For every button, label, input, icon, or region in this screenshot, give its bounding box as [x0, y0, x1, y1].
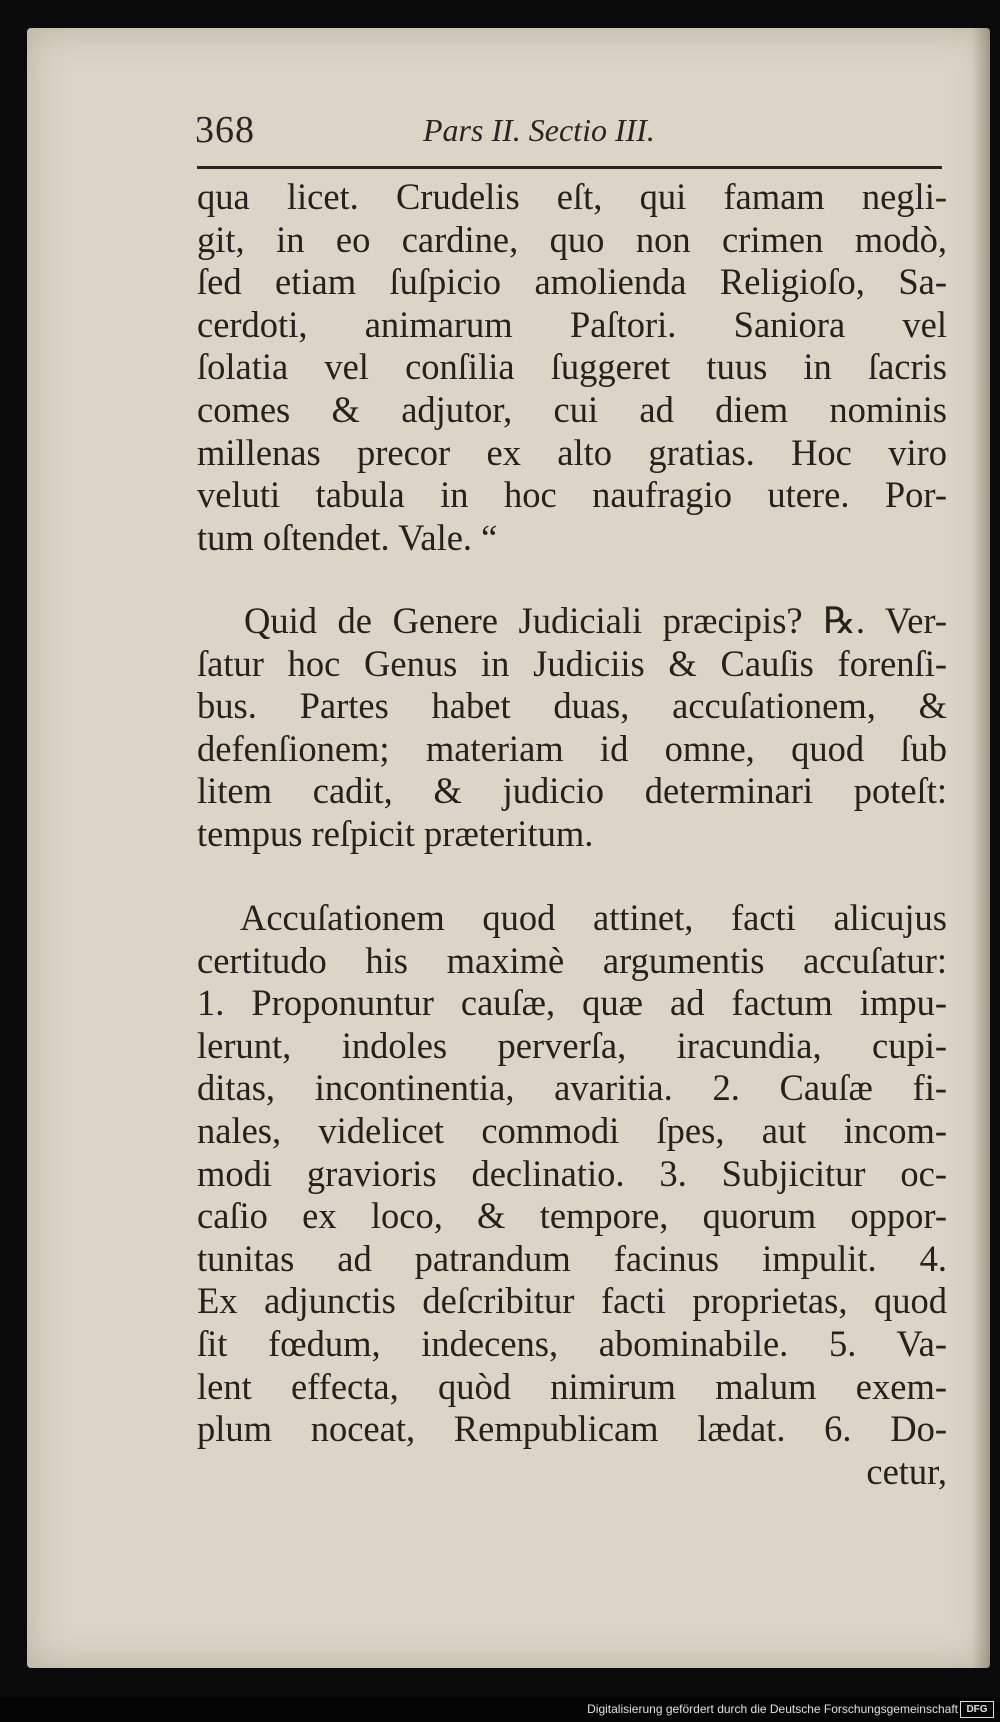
text-line: ſit fœdum, indecens, abominabile. 5. Va- [197, 1322, 947, 1364]
text-line: ſatur hoc Genus in Judiciis & Cauſis forenſi- [197, 642, 947, 684]
text-line: qua licet. Crudelis eſt, qui famam negli- [197, 176, 947, 217]
text-line: tum oſtendet. Vale. “ [197, 516, 498, 558]
text-line: 1. Proponuntur cauſæ, quæ ad factum impu- [197, 982, 947, 1024]
text-line: modi gravioris declinatio. 3. Subjicitur oc- [197, 1152, 947, 1194]
text-line: certitudo his maximè argumentis accuſatur: [197, 939, 947, 981]
page-header [195, 108, 945, 158]
footer-credit: Digitalisierung gefördert durch die Deutsche Forschungsgemeinschaft [587, 1702, 958, 1716]
paragraph-genus-judiciale [197, 600, 947, 856]
paragraph-accusatio [197, 897, 947, 1493]
text-line: bus. Partes habet duas, accuſationem, & [197, 685, 947, 727]
text-line: litem cadit, & judicio determinari poteſt: [197, 770, 947, 812]
text-line: Ex adjunctis deſcribitur facti proprietas, quod [197, 1280, 947, 1322]
text-line: cerdoti, animarum Paſtori. Saniora vel [197, 303, 947, 345]
text-line: lerunt, indoles perverſa, iracundia, cupi- [197, 1024, 947, 1066]
text-line: Accuſationem quod attinet, facti alicujus [240, 897, 947, 938]
text-line: ſed etiam ſuſpicio amolienda Religioſo, Sa- [197, 261, 947, 303]
text-line: tunitas ad patrandum facinus impulit. 4. [197, 1237, 947, 1279]
text-line: millenas precor ex alto gratias. Hoc viro [197, 431, 947, 473]
text-line: plum noceat, Rempublicam lædat. 6. Do- [197, 1408, 947, 1450]
text-line: ditas, incontinentia, avaritia. 2. Cauſæ fi- [197, 1067, 947, 1109]
text-line: veluti tabula in hoc naufragio utere. Por- [197, 474, 947, 516]
text-line: nales, videlicet commodi ſpes, aut incom- [197, 1109, 947, 1151]
text-line: caſio ex loco, & tempore, quorum oppor- [197, 1195, 947, 1237]
text-line: lent effecta, quòd nimirum malum exem- [197, 1365, 947, 1407]
text-line: defenſionem; materiam id omne, quod ſub [197, 727, 947, 769]
text-line: cetur, [866, 1450, 947, 1492]
page-edge-shadow [972, 28, 990, 1668]
text-line: tempus reſpicit præteritum. [197, 812, 594, 854]
paragraph-letter-ending [197, 176, 947, 559]
header-rule [197, 166, 942, 169]
dfg-logo: DFG [960, 1701, 994, 1718]
running-title: Pars II. Sectio III. [423, 112, 655, 148]
page-number: 368 [195, 109, 255, 151]
text-line: ſolatia vel conſilia ſuggeret tuus in ſacris [197, 346, 947, 388]
text-line: comes & adjutor, cui ad diem nominis [197, 388, 947, 430]
text-line: git, in eo cardine, quo non crimen modò, [197, 218, 947, 260]
text-line: Quid de Genere Judiciali præcipis? ℞. Ver- [244, 600, 947, 641]
